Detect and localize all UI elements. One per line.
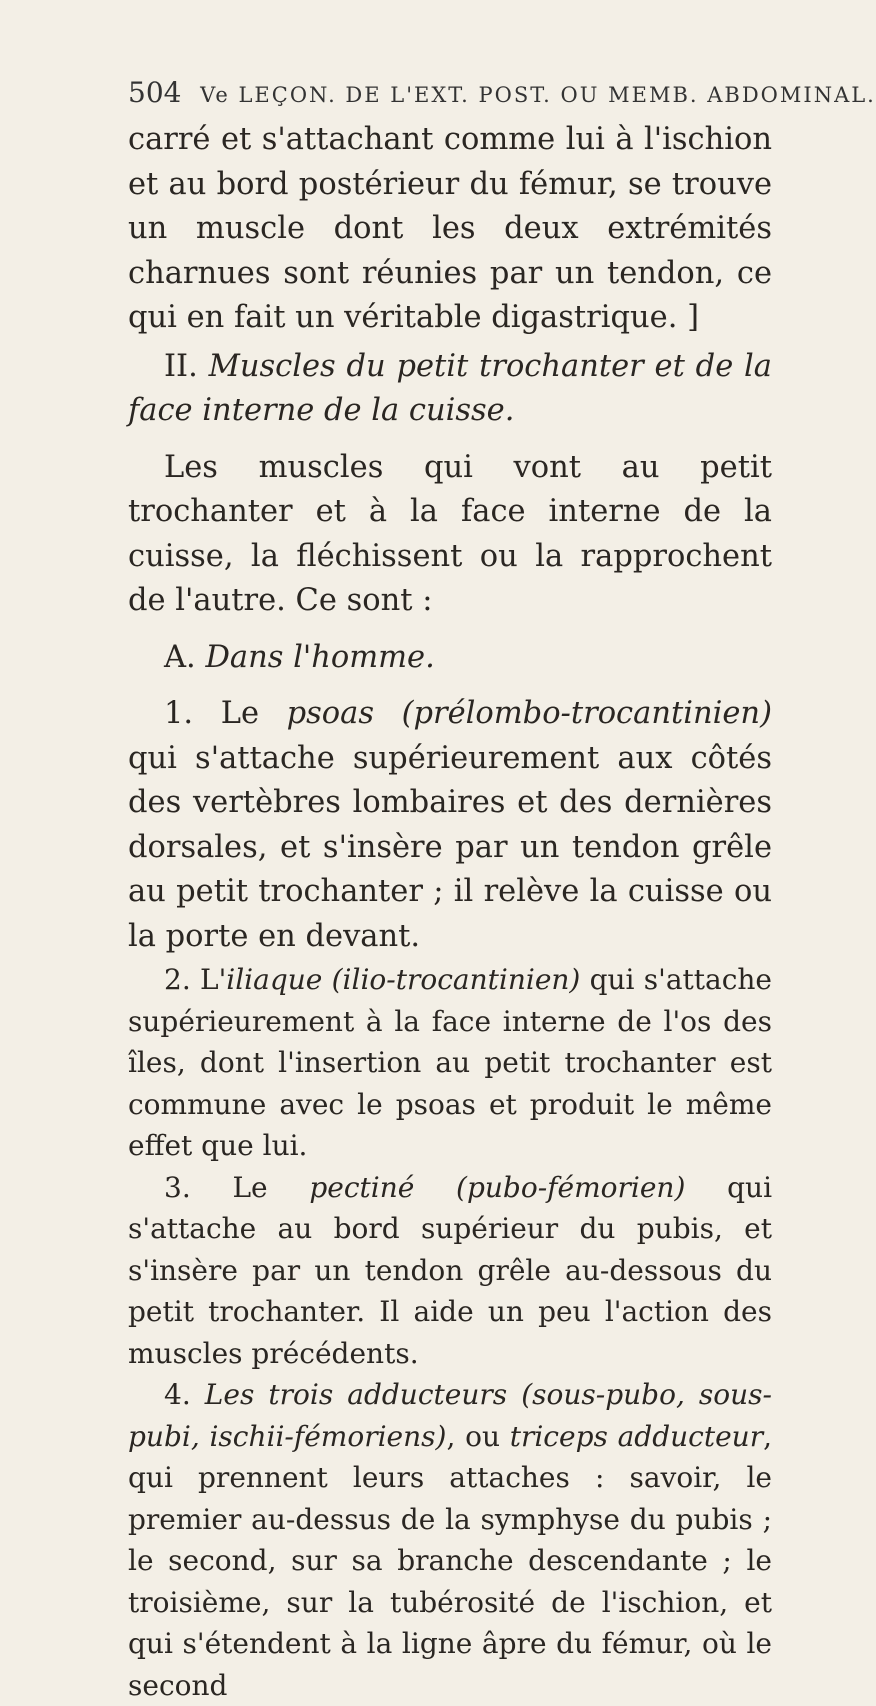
subsection-heading (128, 636, 772, 681)
item-number: 3. (164, 1170, 191, 1204)
item-connector: , ou (446, 1419, 500, 1453)
running-header (128, 76, 876, 109)
item-description: qui s'attache au bord supérieur du pubis, et s'insère par un tendon grêle au-dessous du petit trochanter. Il aide un peu l'action des muscles précédents. (128, 1170, 773, 1370)
muscle-synonym: (prélombo-trocantinien) (401, 696, 772, 731)
muscle-synonym: (sous-pubo, sous-pubi, ischii-fémoriens) (128, 1378, 772, 1453)
subsection-letter: A. (164, 639, 196, 675)
list-item-iliaque (128, 959, 772, 1167)
section-title: Muscles du petit trochanter et de la face interne de la cuisse. (128, 348, 772, 428)
list-item-psoas (128, 692, 772, 959)
list-item-adducteurs (128, 1374, 772, 1706)
item-description: , qui prennent leurs attaches : savoir, le premier au-dessus de la symphyse du pubis ; le second, sur sa branche descendante ; le troisième, sur la tubérosité de l'ischion, et qui s'étendent à la ligne âpre du fémur, où le second (128, 1419, 772, 1702)
muscle-synonym: (pubo-fémorien) (456, 1170, 686, 1204)
item-description: qui s'attache supérieurement à la face interne de l'os des îles, dont l'insertion au petit trochanter est commune avec le psoas et produit le même effet que lui. (128, 963, 772, 1162)
muscle-name: Les trois adducteurs (204, 1378, 508, 1411)
item-article: L' (199, 963, 227, 996)
paragraph-continuation: carré et s'attachant comme lui à l'ischion et au bord postérieur du fémur, se trouve un muscle dont les deux extrémités charnues sont réunies par un tendon, ce qui en fait un véritable digastrique. ] (128, 122, 772, 335)
page-number: 504 (128, 76, 182, 109)
body-text (128, 118, 772, 1706)
muscle-synonym: (ilio-trocantinien) (331, 963, 581, 996)
subsection-title: Dans l'homme. (205, 639, 435, 675)
list-item-pectine (128, 1167, 772, 1375)
item-number: 4. (164, 1378, 191, 1411)
item-article: Le (232, 1170, 268, 1204)
item-number: 2. (164, 963, 191, 996)
intro-paragraph: Les muscles qui vont au petit trochanter et à la face interne de la cuisse, la fléchissent ou la rapprochent de l'autre. Ce sont : (128, 449, 772, 618)
muscle-alt-name: triceps adducteur (509, 1419, 764, 1453)
item-article: Le (220, 696, 260, 731)
section-number: II. (164, 348, 198, 384)
item-number: 1. (164, 696, 194, 731)
muscle-name: psoas (286, 696, 374, 731)
running-title: Ve LEÇON. DE L'EXT. POST. OU MEMB. ABDOMINAL. (200, 83, 876, 107)
muscle-name: iliaque (226, 963, 323, 996)
muscle-name: pectiné (309, 1170, 415, 1204)
item-description: qui s'attache supérieurement aux côtés des vertèbres lombaires et des dernières dorsales, et s'insère par un tendon grêle au petit trochanter ; il relève la cuisse ou la porte en devant. (128, 740, 772, 954)
section-heading (128, 345, 772, 434)
